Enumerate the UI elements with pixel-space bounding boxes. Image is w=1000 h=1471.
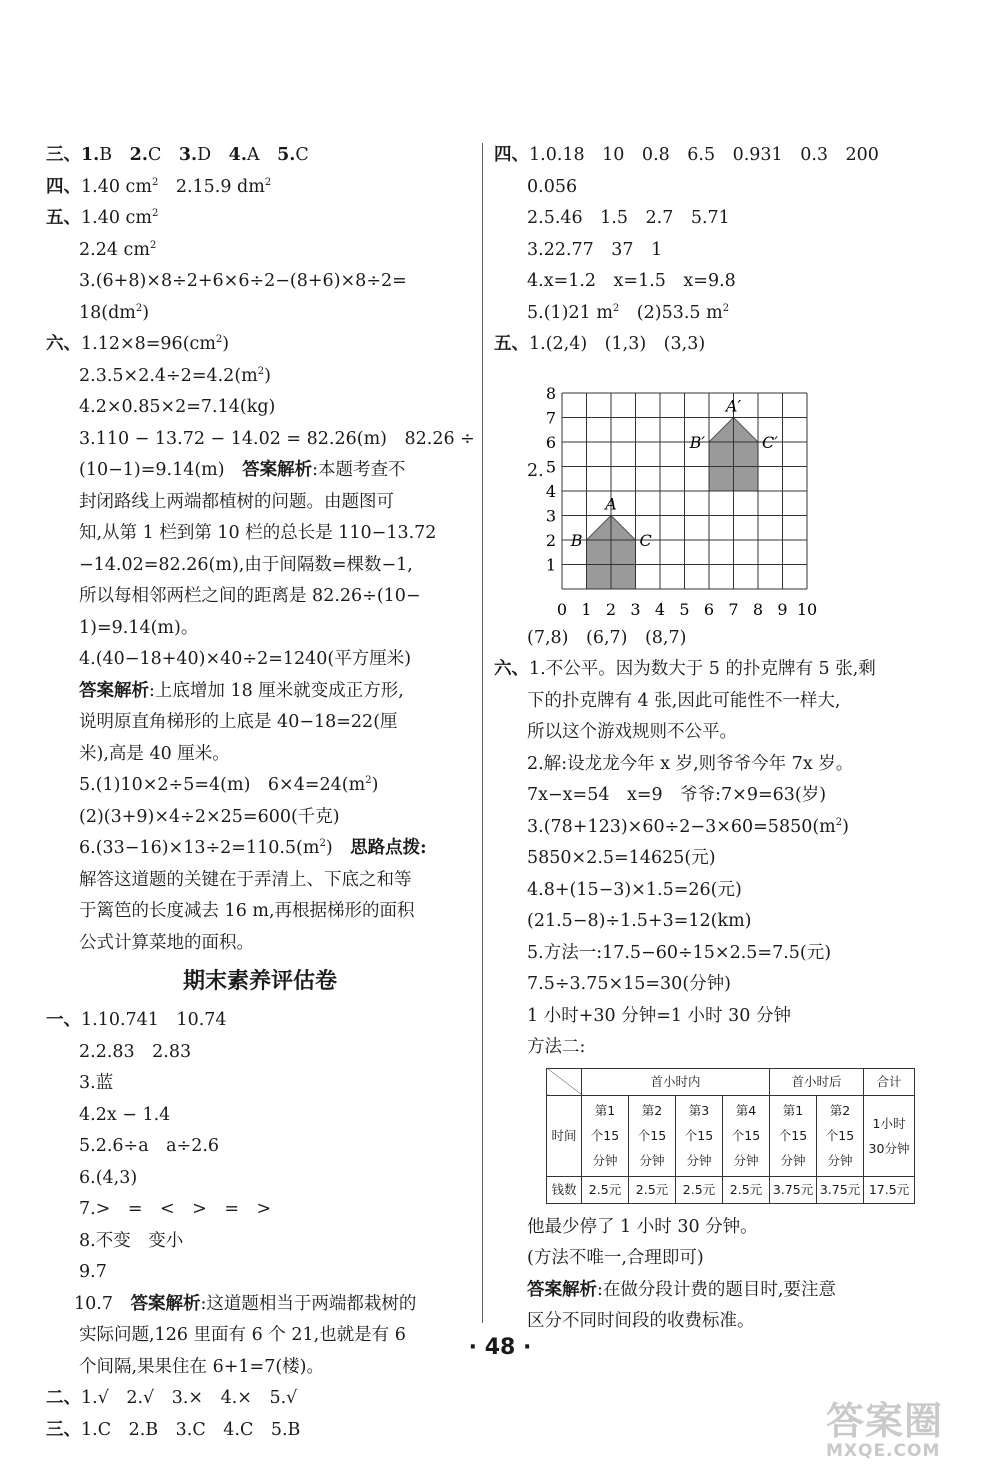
money-cell: 2.5元 [723, 1176, 770, 1203]
y-tick-label: 5 [545, 457, 556, 476]
money-cell: 2.5元 [629, 1176, 676, 1203]
point-label: A′ [725, 396, 742, 415]
answer-line: 三、1.B 2.C 3.D 4.A 5.C [46, 145, 309, 165]
watermark: 答案圈 MXQE.COM [826, 1399, 944, 1461]
section-title: 期末素养评估卷 [182, 969, 337, 994]
answer-line: 解答这道题的关键在于弄清上、下底之和等 [79, 869, 412, 890]
row-label: 时间 [547, 1095, 582, 1176]
answer-line: 答案解析:在做分段计费的题目时,要注意 [527, 1279, 836, 1300]
answer-line: 5.(1)21 $m^2$ (2)53.5 $m^2$ [527, 302, 730, 323]
point-label: C [639, 530, 652, 550]
time-cell: 第2 个15 分钟 [817, 1095, 864, 1176]
answer-line: 一、1.10.741 10.74 [46, 1010, 227, 1030]
x-tick-label: 3 [630, 599, 641, 619]
x-tick-label: 2 [605, 599, 617, 619]
answer-line: 知,从第 1 栏到第 10 栏的总长是 110−13.72 [79, 523, 437, 543]
answer-line: 7x−x=54 x=9 爷爷:7×9=63(岁) [527, 785, 827, 805]
x-tick-label: 9 [777, 599, 788, 619]
point-label: B [570, 530, 583, 550]
answer-line: 个间隔,果果住在 6+1=7(楼)。 [79, 1356, 325, 1377]
answer-line: −14.02=82.26(m),由于间隔数=棵数−1, [79, 554, 413, 575]
answer-line: $3.(78+123)\times 60\div 2-3\times 60=5850(m^2)$ [527, 816, 849, 837]
answer-line: 方法二: [527, 1037, 586, 1057]
answer-line: (2)(3+9)×4÷2×25=600(千克) [79, 806, 340, 827]
y-tick-label: 7 [545, 408, 556, 427]
y-tick-label: 8 [545, 383, 556, 403]
answer-line: 5850×2.5=14625(元) [527, 848, 716, 868]
answer-line: (21.5−8)÷1.5+3=12(km) [527, 911, 752, 931]
answer-line: $18(dm^2)$ [79, 302, 150, 323]
answer-line: 7.> = < > = > [79, 1199, 272, 1219]
answer-line: 六、1.不公平。因为数大于 5 的扑克牌有 5 张,剩 [494, 659, 876, 679]
x-tick-label: 7 [728, 599, 739, 619]
answer-line: 六、$1.12\times 8=96(cm^2)$ [46, 334, 230, 354]
answer-line: 公式计算菜地的面积。 [79, 932, 254, 953]
point-label: A [605, 494, 617, 513]
x-tick-label: 0 [556, 599, 568, 619]
money-cell: 3.75元 [817, 1176, 864, 1203]
answer-line: 说明原直角梯形的上底是 40−18=22(厘 [79, 712, 398, 732]
answer-line: 三、1.C 2.B 3.C 4.C 5.B [46, 1419, 301, 1440]
x-tick-label: 8 [752, 599, 764, 619]
x-tick-label: 6 [703, 599, 715, 619]
grid-svg [542, 361, 842, 623]
time-cell: 第3 个15 分钟 [676, 1095, 723, 1176]
right-column [494, 140, 964, 1338]
answer-line: 2.5.46 1.5 2.7 5.71 [527, 208, 730, 228]
answer-line: 答案解析:上底增加 18 厘米就变成正方形, [79, 680, 404, 701]
answer-line: 1)=9.14(m)。 [79, 617, 199, 638]
page-number: · 48 · [468, 1335, 532, 1360]
answer-line: 4.(40−18+40)×40÷2=1240(平方厘米) [79, 649, 412, 669]
left-column [46, 140, 474, 1446]
answer-line: 8.不变 变小 [79, 1230, 184, 1251]
table-corner [547, 1068, 582, 1095]
money-cell: 3.75元 [770, 1176, 817, 1203]
answer-line: (方法不唯一,合理即可) [527, 1248, 704, 1268]
time-cell: 第1 个15 分钟 [582, 1095, 629, 1176]
table-header: 首小时内 [582, 1068, 770, 1095]
time-cell: 1小时 30分钟 [864, 1095, 915, 1176]
row-label: 钱数 [547, 1176, 582, 1203]
answer-line: 二、1.√ 2.√ 3.× 4.× 5.√ [46, 1388, 298, 1408]
answer-line: 6.(4,3) [79, 1167, 138, 1188]
answer-line: 5.(1)10×2÷5=4(m) $6\times 4=24(m^2)$ [79, 775, 379, 795]
money-cell: 2.5元 [676, 1176, 723, 1203]
money-cell: 2.5元 [582, 1176, 629, 1203]
fee-table [546, 1068, 915, 1204]
figure-label: 2. [527, 460, 544, 481]
answer-line: 3.(6+8)×8÷2+6×6÷2−(8+6)×8÷2= [79, 271, 407, 291]
column-divider [482, 143, 483, 1323]
x-tick-label: 5 [679, 599, 690, 619]
answer-line: 4.2×0.85×2=7.14(kg) [79, 397, 276, 417]
answer-line: 2.24 $cm^2$ [79, 239, 157, 260]
answer-line: 4.8+(15−3)×1.5=26(元) [527, 879, 742, 900]
point-label: B′ [689, 432, 705, 452]
answer-line: 5.方法一:17.5−60÷15×2.5=7.5(元) [527, 942, 832, 963]
x-tick-label: 1 [581, 599, 592, 619]
answer-line: 封闭路线上两端都植树的问题。由题图可 [79, 491, 394, 512]
answer-line: 米),高是 40 厘米。 [79, 743, 230, 764]
grid-figure [494, 361, 964, 623]
y-tick-label: 2 [545, 530, 556, 550]
answer-line: $2.3.5\times 2.4\div 2=4.2(m^2)$ [79, 365, 271, 386]
time-cell: 第1 个15 分钟 [770, 1095, 817, 1176]
answer-line: 他最少停了 1 小时 30 分钟。 [527, 1216, 758, 1237]
x-tick-label: 4 [654, 599, 666, 619]
table-header: 合计 [864, 1068, 915, 1095]
answer-line: 于篱笆的长度减去 16 m,再根据梯形的面积 [79, 901, 415, 921]
table-header: 首小时后 [770, 1068, 864, 1095]
answer-line: $6.(33-16)\times 13\div 2=110.5(m^2)$ 思路点拨: [79, 838, 427, 858]
answer-line: 4.x=1.2 x=1.5 x=9.8 [527, 271, 736, 291]
y-tick-label: 1 [545, 555, 556, 574]
answer-line: 实际问题,126 里面有 6 个 21,也就是有 6 [79, 1325, 406, 1345]
money-cell: 17.5元 [864, 1176, 915, 1203]
answer-line: 0.056 [527, 176, 578, 197]
answer-line: 7.5÷3.75×15=30(分钟) [527, 974, 731, 994]
answer-line: 四、1.40 $cm^2$ 2.15.9 $dm^2$ [46, 176, 272, 197]
answer-line: 1 小时+30 分钟=1 小时 30 分钟 [527, 1005, 791, 1026]
answer-line: (7,8) (6,7) (8,7) [527, 627, 687, 648]
answer-line: 10.7 答案解析:这道题相当于两端都栽树的 [74, 1293, 417, 1314]
answer-line: 所以每相邻两栏之间的距离是 82.26÷(10− [79, 586, 421, 606]
y-tick-label: 6 [545, 432, 556, 452]
y-tick-label: 3 [545, 506, 556, 525]
answer-line: 3.110 − 13.72 − 14.02 = 82.26(m) 82.26 ÷ [79, 428, 475, 449]
answer-line: 五、1.(2,4) (1,3) (3,3) [494, 334, 706, 354]
answer-line: 5.2.6÷a a÷2.6 [79, 1136, 220, 1156]
point-label: C′ [762, 432, 778, 452]
answer-line: 4.2x − 1.4 [79, 1104, 171, 1125]
answer-line: 9.7 [79, 1262, 107, 1282]
answer-line: 3.蓝 [79, 1073, 114, 1093]
answer-line: 2.2.83 2.83 [79, 1041, 192, 1062]
answer-line: 所以这个游戏规则不公平。 [527, 722, 737, 742]
time-cell: 第4 个15 分钟 [723, 1095, 770, 1176]
y-tick-label: 4 [545, 481, 556, 501]
x-tick-label: 10 [796, 599, 818, 619]
answer-line: 下的扑克牌有 4 张,因此可能性不一样大, [527, 690, 841, 711]
answer-line: 五、1.40 $cm^2$ [46, 208, 159, 228]
answer-line: 3.22.77 37 1 [527, 239, 663, 260]
answer-line: 四、1.0.18 10 0.8 6.5 0.931 0.3 200 [494, 145, 879, 165]
answer-line: 区分不同时间段的收费标准。 [527, 1311, 755, 1331]
answer-line: (10−1)=9.14(m) 答案解析:本题考查不 [79, 460, 406, 480]
time-cell: 第2 个15 分钟 [629, 1095, 676, 1176]
answer-line: 2.解:设龙龙今年 x 岁,则爷爷今年 7x 岁。 [527, 753, 854, 774]
